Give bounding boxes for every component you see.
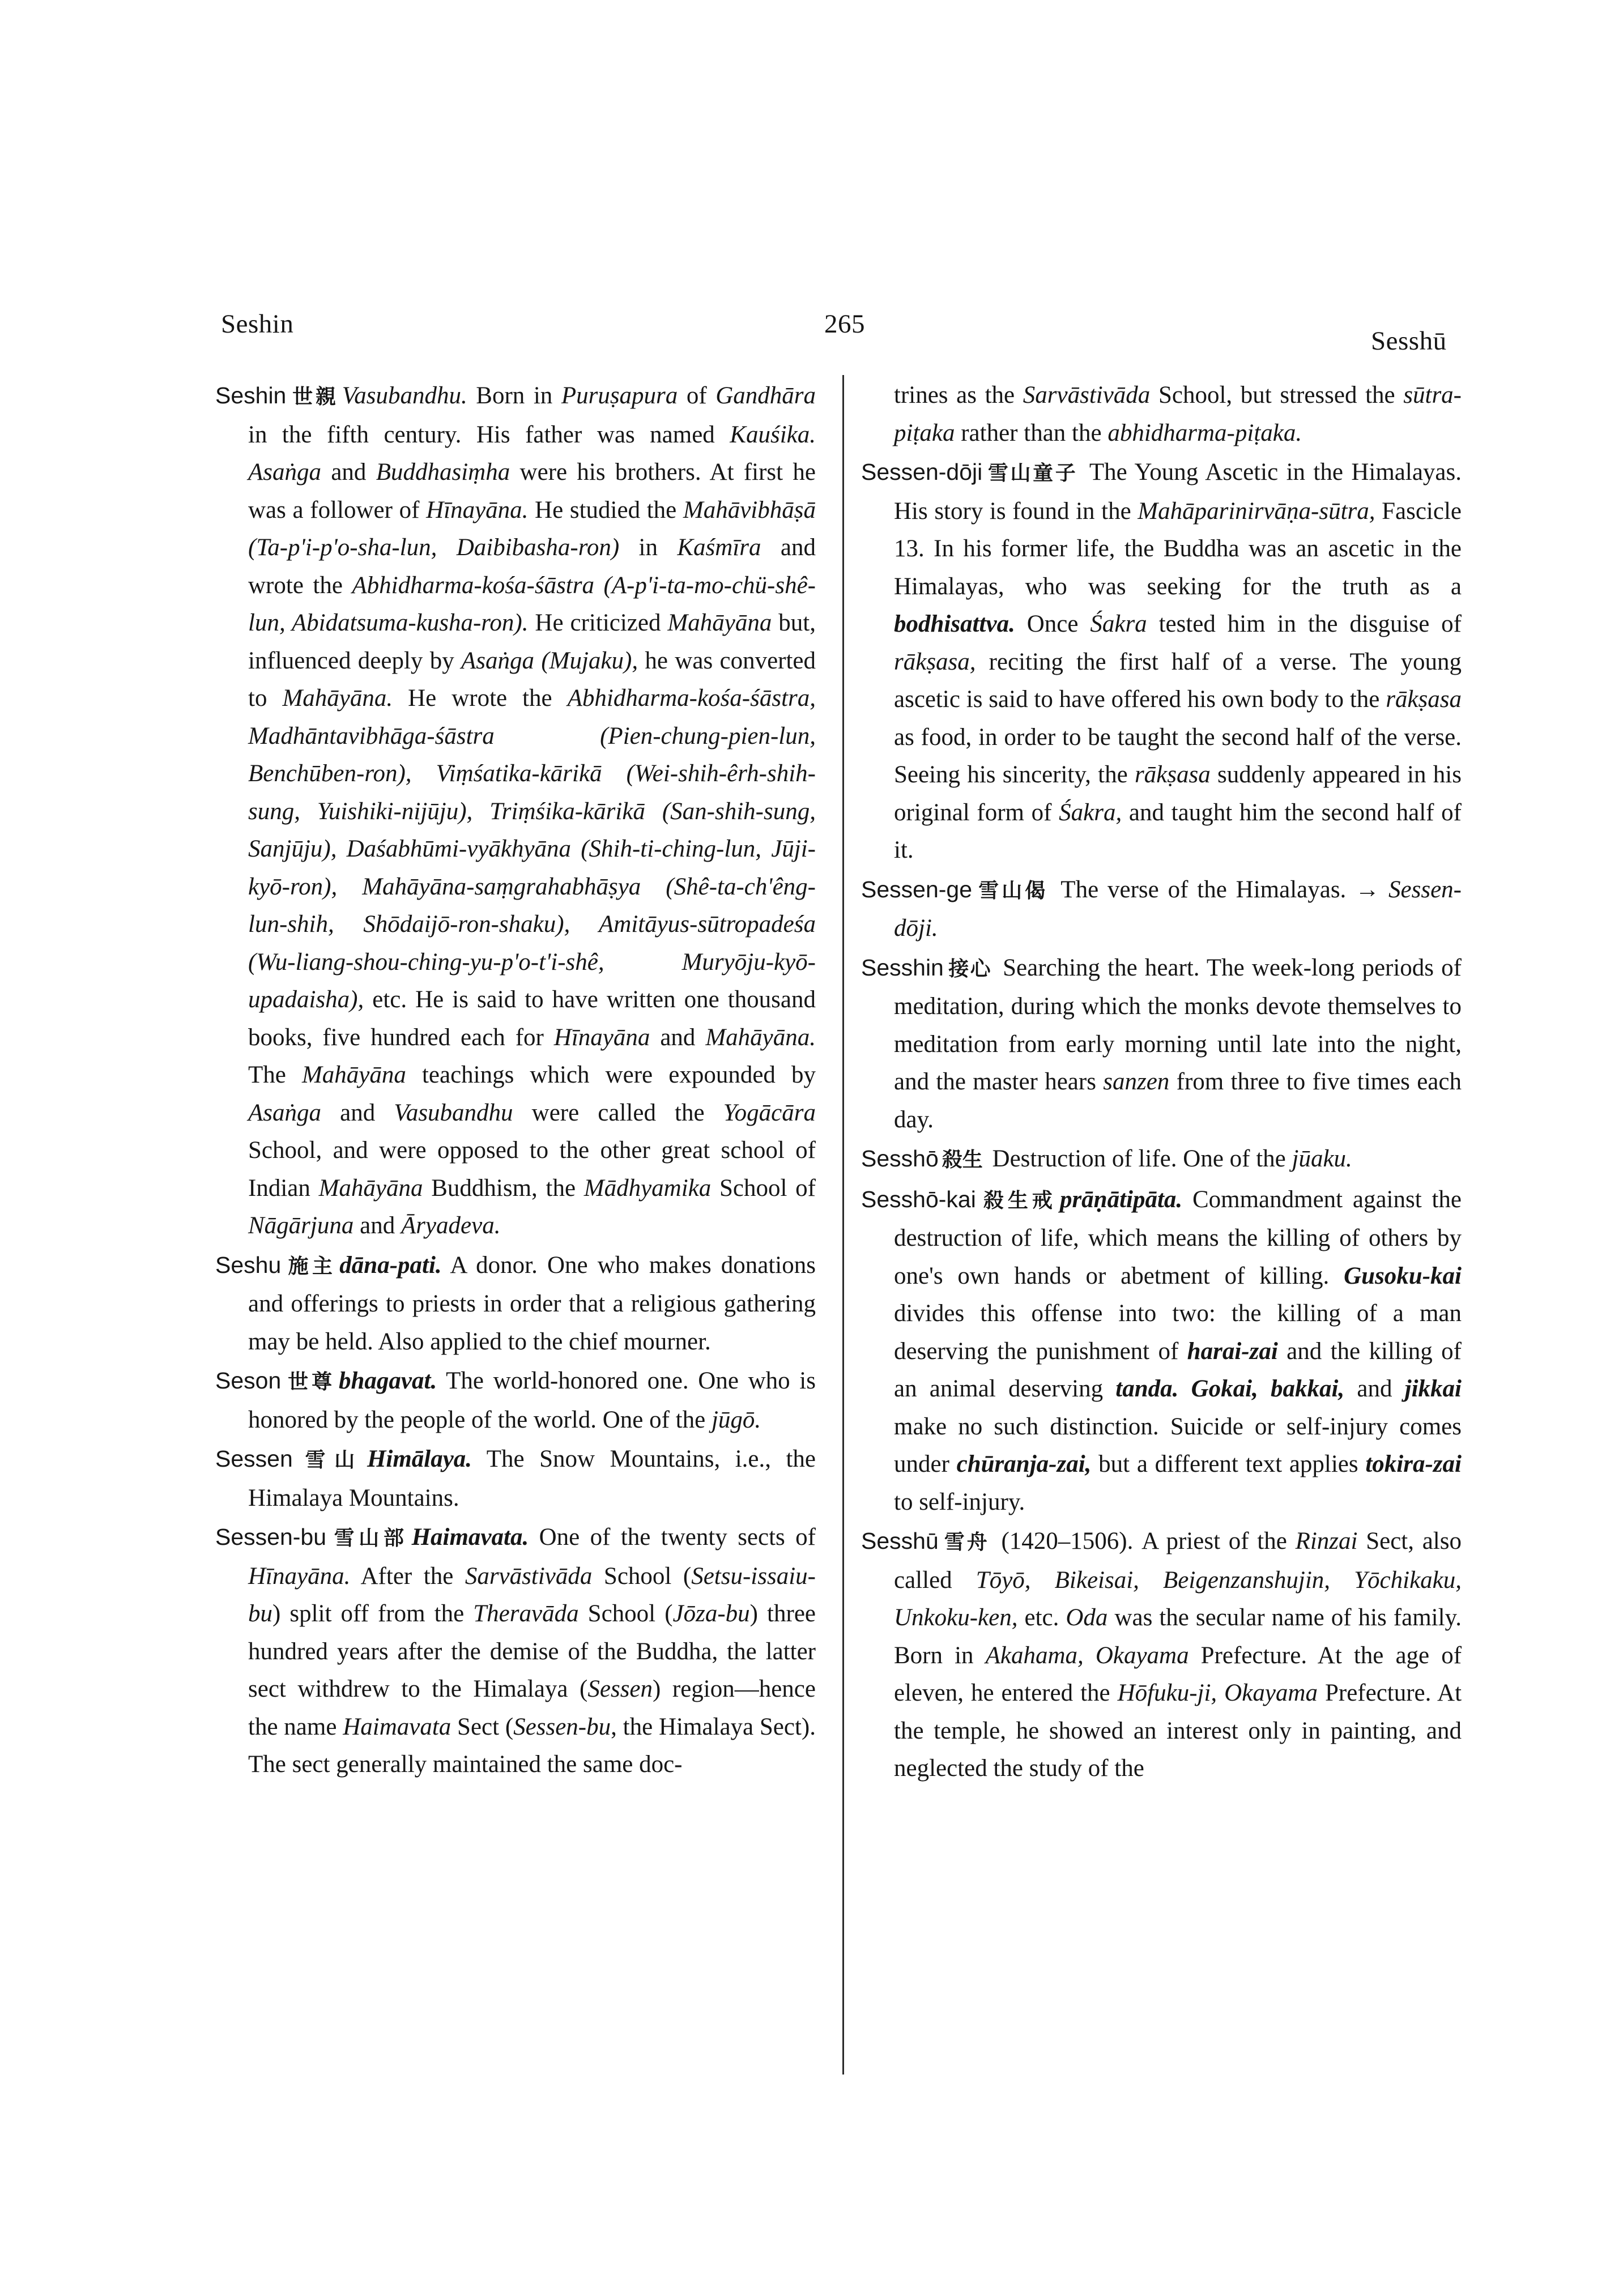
entry-text: He criticized xyxy=(528,610,668,636)
entry-text: dāna-pati. xyxy=(339,1251,442,1279)
dictionary-entry xyxy=(861,1140,1462,1179)
entry-text: tested him in the disguise of xyxy=(1147,611,1462,637)
entry-text: bhagavat. xyxy=(339,1368,437,1394)
entry-headword: Sesshū xyxy=(861,1528,939,1554)
entry-text: from three to five times each day. xyxy=(894,1068,1462,1133)
entry-text: Hōfuku-ji, Okayama xyxy=(1117,1680,1318,1706)
entry-text: Asaṅga (Mujaku), xyxy=(461,647,638,674)
entry-text: ) region—hence the name xyxy=(248,1676,816,1740)
entry-characters: 世尊 xyxy=(284,1370,335,1394)
dictionary-entry xyxy=(861,871,1462,948)
entry-text: rākṣasa xyxy=(1134,761,1211,788)
entry-text: Kauśika. xyxy=(730,421,816,448)
dictionary-entry xyxy=(861,453,1462,870)
entry-text: Rinzai xyxy=(1295,1528,1358,1554)
entry-text: Mahāyāna xyxy=(667,610,772,636)
entry-text: suddenly appeared in his original form of xyxy=(894,761,1462,826)
entry-continuation xyxy=(861,377,1462,452)
entry-text: and xyxy=(321,459,376,485)
entry-text: Prefecture. At the temple, he showed an interest only in painting, and neglected the study of the xyxy=(894,1680,1462,1782)
entry-text: The verse of the Himalayas. → xyxy=(1051,876,1389,903)
entry-text: and xyxy=(1344,1375,1405,1402)
right-column xyxy=(861,377,1462,1789)
entry-text: and wrote the xyxy=(248,534,816,599)
entry-text: Haimavata xyxy=(343,1713,451,1740)
entry-text: jūaku. xyxy=(1292,1145,1352,1172)
entry-characters: 殺生戒 xyxy=(979,1189,1057,1212)
dictionary-entry xyxy=(215,1518,816,1784)
entry-text: as food, in order to be taught the second half of the verse. Seeing his sincerity, the xyxy=(894,723,1462,788)
entry-headword: Sesshin xyxy=(861,954,944,981)
entry-text: etc. He is said to have written one thousand books, five hundred each for xyxy=(248,986,816,1051)
entry-text: bodhisattva. xyxy=(894,611,1015,637)
entry-characters: 雪山偈 xyxy=(975,879,1049,902)
dictionary-entry xyxy=(861,949,1462,1139)
entry-text: Oda xyxy=(1066,1604,1108,1631)
entry-text xyxy=(1178,1375,1191,1402)
dictionary-entry xyxy=(215,377,816,1245)
entry-text: After the xyxy=(350,1562,465,1590)
entry-text: jūgō. xyxy=(711,1406,761,1433)
entry-text: rākṣasa xyxy=(1386,686,1462,713)
entry-text: Puruṣapura xyxy=(561,382,678,409)
entry-text: Mādhyamika xyxy=(583,1174,712,1202)
entry-text: Śakra xyxy=(1090,611,1147,637)
entry-text: ) split off from the xyxy=(272,1600,474,1627)
entry-text: Gandhāra xyxy=(715,382,816,409)
entry-headword: Seshin xyxy=(215,382,287,408)
entry-characters: 雪舟 xyxy=(942,1531,990,1554)
entry-text: divides this offense into two: the killing of a man deserving the punishment of xyxy=(894,1300,1462,1365)
entry-text: prāṇātipāta. xyxy=(1059,1186,1183,1213)
entry-text: reciting the first half of a verse. The young ascetic is said to have offered his own body to the xyxy=(894,648,1462,713)
entry-text: School, and were opposed to the other great school of Indian xyxy=(248,1137,816,1202)
entry-text: Mahāyāna xyxy=(318,1174,423,1202)
entry-text: and the killing of an animal deserving xyxy=(894,1337,1462,1402)
entry-text: and xyxy=(321,1099,394,1126)
entry-text: Haimavata. xyxy=(411,1524,529,1550)
entry-text: Gusoku-kai xyxy=(1344,1262,1462,1289)
entry-text: Mahāyāna. xyxy=(705,1024,816,1051)
entry-headword: Sessen-ge xyxy=(861,876,973,902)
entry-text: teachings which were expounded by xyxy=(406,1062,816,1088)
entry-text: to self-injury. xyxy=(894,1488,1025,1515)
entry-text: Kaśmīra xyxy=(677,534,761,561)
entry-text: He wrote the xyxy=(393,685,568,712)
entry-headword: Seshu xyxy=(215,1251,282,1278)
entry-characters: 雪山童子 xyxy=(986,462,1078,485)
entry-text: Sarvāstivāda xyxy=(1023,382,1151,408)
entry-text: Nāgārjuna xyxy=(248,1212,354,1239)
entry-text: Śakra, xyxy=(1059,799,1122,826)
entry-text: trines as the xyxy=(894,382,1023,408)
entry-text: Asaṅga xyxy=(248,459,321,485)
left-column xyxy=(215,377,816,1785)
entry-text: rākṣasa, xyxy=(894,648,976,675)
entry-characters: 接心 xyxy=(947,957,992,981)
entry-text: Sessen-dōji. xyxy=(894,876,1462,942)
entry-text: Tōyō, Bikeisai, Beigenzanshujin, Yōchikaku, Unkoku-ken, xyxy=(894,1566,1462,1631)
entry-text: The Young Ascetic in the Himalayas. His story is found in the xyxy=(894,459,1462,525)
entry-text: Sessen xyxy=(587,1676,653,1702)
entry-text: , the Himalaya Sect). The sect generally maintained the same doc- xyxy=(248,1713,816,1778)
entry-text: Prefecture. At the age of eleven, he entered the xyxy=(894,1642,1462,1706)
entry-text: Vasubandhu xyxy=(394,1099,513,1126)
entry-text: Commandment against the destruction of life, which means the killing of others by one's own hands or abetment of killing. xyxy=(894,1186,1462,1289)
entry-text: and taught him the second half of it. xyxy=(894,799,1462,863)
entry-text: chūranja-zai, xyxy=(956,1451,1092,1477)
entry-text: Sect, also called xyxy=(894,1528,1462,1594)
entry-text: make no such distinction. Suicide or self-injury comes under xyxy=(894,1413,1462,1477)
entry-text: A donor. One who makes donations and offerings to priests in order that a religious gathering may be held. Also applied to the chief mourner. xyxy=(248,1251,816,1355)
entry-text: rather than the xyxy=(955,419,1108,446)
entry-text: The Snow Mountains, i.e., the Himalaya Mountains. xyxy=(248,1446,816,1511)
entry-text: but, influenced deeply by xyxy=(248,610,816,674)
entry-text: Mahāyāna xyxy=(301,1062,406,1088)
entry-text: Searching the heart. The week-long periods of meditation, during which the monks devote themselves to meditation from early morning until late into the night, and the master hears xyxy=(894,954,1462,1095)
entry-text: sūtra-piṭaka xyxy=(894,382,1462,446)
entry-text: abhidharma-piṭaka. xyxy=(1107,419,1302,446)
entry-text: Jōza-bu xyxy=(672,1600,750,1627)
entry-text: Once xyxy=(1015,611,1090,637)
entry-text: tokira-zai xyxy=(1365,1451,1462,1477)
entry-characters: 施主 xyxy=(284,1254,336,1278)
entry-text: (1420–1506). A priest of the xyxy=(992,1528,1296,1554)
entry-headword: Sesshō xyxy=(861,1145,939,1172)
column-divider xyxy=(842,375,844,2075)
entry-text: Mahāyāna. xyxy=(282,685,393,712)
entry-text: Yogācāra xyxy=(723,1099,816,1126)
entry-text: School ( xyxy=(578,1600,673,1627)
entry-text: Gokai, bakkai, xyxy=(1191,1375,1345,1402)
entry-text: tanda. xyxy=(1115,1375,1179,1402)
entry-text: Theravāda xyxy=(473,1600,579,1627)
entry-text: Mahāvibhāṣā (Ta-p'i-p'o-sha-lun, Daibibasha-ron) xyxy=(248,496,816,561)
entry-text: Destruction of life. One of the xyxy=(986,1145,1292,1172)
entry-characters: 雪山部 xyxy=(330,1527,408,1550)
dictionary-entry xyxy=(215,1246,816,1361)
entry-text: were called the xyxy=(513,1099,723,1126)
entry-text: ) three hundred years after the demise of the Buddha, the latter sect withdrew to the Himalaya ( xyxy=(248,1600,816,1702)
entry-text: Hīnayāna. xyxy=(426,496,529,523)
entry-text: One of the twenty sects of xyxy=(529,1524,816,1550)
entry-text: was the secular name of his family. Born in xyxy=(894,1604,1462,1669)
entry-text: in the fifth century. His father was named xyxy=(248,421,730,448)
entry-text: Vasubandhu. xyxy=(342,382,467,409)
entry-text: Hīnayāna xyxy=(553,1024,650,1051)
entry-headword: Sessen xyxy=(215,1446,293,1472)
entry-text: jikkai xyxy=(1404,1375,1462,1402)
entry-text: Mahāparinirvāṇa-sūtra, xyxy=(1138,497,1375,525)
entry-headword: Sessen-dōji xyxy=(861,459,983,485)
running-head-right: Sesshū xyxy=(1371,326,1447,356)
entry-characters: 雪山 xyxy=(296,1449,364,1472)
dictionary-entry xyxy=(861,1522,1462,1788)
entry-text: School, but stressed the xyxy=(1150,382,1404,408)
entry-text: Asaṅga xyxy=(248,1099,321,1126)
entry-text: were his brothers. At first he was a follower of xyxy=(248,459,816,523)
entry-text: and xyxy=(650,1024,706,1051)
dictionary-entry xyxy=(215,1440,816,1517)
entry-text: He studied the xyxy=(528,496,683,523)
entry-text: The world-honored one. One who is honored by the people of the world. One of the xyxy=(248,1368,816,1433)
running-head-left: Seshin xyxy=(221,309,294,339)
entry-text: Sarvāstivāda xyxy=(465,1562,593,1590)
entry-text: Himālaya. xyxy=(367,1446,472,1472)
entry-text: Born in xyxy=(467,382,561,409)
dictionary-entry xyxy=(861,1181,1462,1522)
entry-text: Akahama, Okayama xyxy=(985,1642,1189,1669)
entry-text: he was converted to xyxy=(248,647,816,712)
page-number: 265 xyxy=(824,309,865,339)
entry-headword: Seson xyxy=(215,1368,282,1394)
entry-characters: 殺生 xyxy=(942,1148,983,1172)
entry-text: Fascicle 13. In his former life, the Buddha was an ascetic in the Himalayas, who was seeking for the truth as a xyxy=(894,497,1462,600)
entry-text: of xyxy=(678,382,716,409)
entry-text: Abhidharma-kośa-śāstra (A-p'i-ta-mo-chü-shê-lun, Abidatsuma-kusha-ron). xyxy=(248,572,816,636)
entry-characters: 世親 xyxy=(289,385,339,408)
entry-text: Setsu-issaiu-bu xyxy=(248,1562,816,1627)
entry-text: but a different text applies xyxy=(1091,1451,1366,1477)
dictionary-entry xyxy=(215,1362,816,1439)
entry-text: etc. xyxy=(1017,1604,1066,1631)
entry-text: and xyxy=(353,1212,401,1239)
entry-text: Āryadeva. xyxy=(401,1212,501,1239)
entry-text: The xyxy=(248,1062,302,1088)
entry-headword: Sesshō-kai xyxy=(861,1186,976,1212)
entry-text: in xyxy=(619,534,678,561)
entry-text: School of xyxy=(711,1174,816,1202)
entry-text: Buddhism, the xyxy=(423,1174,584,1202)
entry-text: School ( xyxy=(592,1562,692,1590)
entry-text: sanzen xyxy=(1103,1068,1170,1095)
entry-text: Buddhasiṃha xyxy=(376,459,510,485)
entry-text: Sect ( xyxy=(451,1713,514,1740)
entry-text: Hīnayāna. xyxy=(248,1562,351,1590)
entry-headword: Sessen-bu xyxy=(215,1524,327,1550)
entry-text: harai-zai xyxy=(1187,1337,1278,1365)
entry-text: Sessen-bu xyxy=(513,1713,611,1740)
entry-text: Abhidharma-kośa-śāstra, Madhāntavibhāga-śāstra (Pien-chung-pien-lun, Benchūben-ron), Viṃśatika-kārikā (Wei-shih-êrh-shih-sung, Yuishiki-nijūju), Triṃśika-kārikā (San-shih-sung, Sanjūju), Daśabhūmi-vyākhyāna (Shih-ti-ching-lun, Jūji-kyō-ron), Mahāyāna-saṃgrahabhāṣya (Shê-ta-ch'êng-lun-shih, Shōdaijō-ron-shaku), Amitāyus-sūtropadeśa (Wu-liang-shou-ching-yu-p'o-t'i-shê, Muryōju-kyō-upadaisha), xyxy=(248,685,816,1013)
